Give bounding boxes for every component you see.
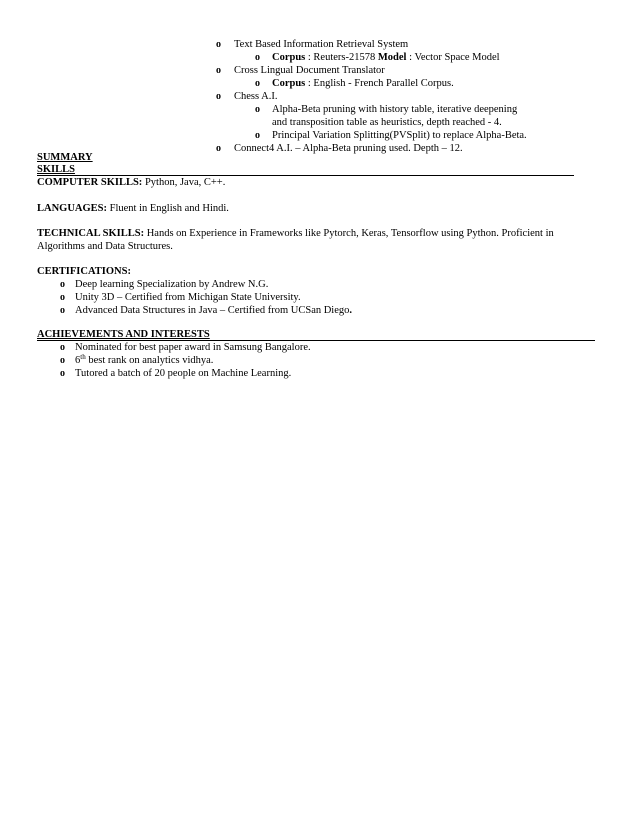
skills-heading: SKILLS [37,164,75,175]
bullet: o [255,52,260,63]
bullet: o [255,104,260,115]
bullet: o [255,130,260,141]
technical-skills: TECHNICAL SKILLS: Hands on Experience in Frameworks like Pytorch, Keras, Tensorflow using Python. Proficient in [37,228,554,239]
bullet: o [60,305,65,316]
bullet: o [216,91,221,102]
achievement-item: Tutored a batch of 20 people on Machine Learning. [75,368,292,379]
project-ir-details: Corpus : Reuters-21578 Model : Vector Space Model [272,52,500,63]
certification-item: Unity 3D – Certified from Michigan State University. [75,292,301,303]
languages: LANGUAGES: Fluent in English and Hindi. [37,203,229,214]
bullet: o [60,342,65,353]
certification-item: Advanced Data Structures in Java – Certified from UCSan Diego. [75,305,353,316]
project-cldt: Cross Lingual Document Translator [234,65,385,76]
achievements-heading: ACHIEVEMENTS AND INTERESTS [37,329,210,340]
bullet: o [60,368,65,379]
bullet: o [216,143,221,154]
bullet: o [60,292,65,303]
bullet: o [216,65,221,76]
achievement-item: 6th best rank on analytics vidhya. [75,353,214,366]
technical-skills-cont: Algorithms and Data Structures. [37,241,173,252]
bullet: o [255,78,260,89]
certifications-heading: CERTIFICATIONS: [37,266,131,277]
certification-item: Deep learning Specialization by Andrew N.G. [75,279,269,290]
project-chess-detail-1a: Alpha-Beta pruning with history table, iterative deepening [272,104,518,115]
achievement-item: Nominated for best paper award in Samsung Bangalore. [75,342,311,353]
bullet: o [216,39,221,50]
project-chess: Chess A.I. [234,91,278,102]
project-ir: Text Based Information Retrieval System [234,39,409,50]
bullet: o [60,279,65,290]
project-chess-detail-2: Principal Variation Splitting(PVSplit) to replace Alpha-Beta. [272,130,527,141]
project-cldt-details: Corpus : English - French Parallel Corpus. [272,78,454,89]
project-connect4: Connect4 A.I. – Alpha-Beta pruning used. Depth – 12. [234,143,463,154]
computer-skills: COMPUTER SKILLS: Python, Java, C++. [37,177,226,188]
bullet: o [60,355,65,366]
summary-heading: SUMMARY [37,152,93,163]
project-chess-detail-1b: and transposition table as heuristics, depth reached - 4. [272,117,502,128]
